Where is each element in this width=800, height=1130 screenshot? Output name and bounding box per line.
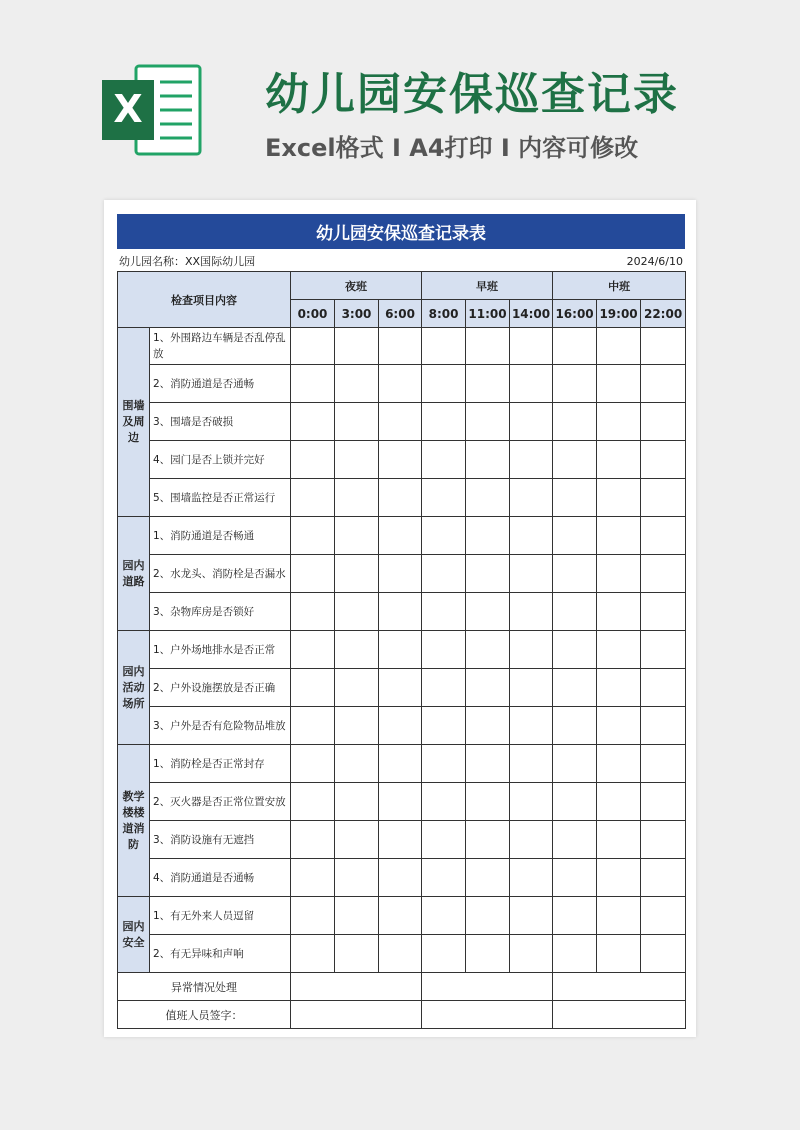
check-cell[interactable]: [641, 593, 686, 631]
check-cell[interactable]: [335, 593, 379, 631]
check-cell[interactable]: [422, 707, 466, 745]
check-item: 4、园门是否上锁并完好: [150, 441, 291, 479]
check-cell[interactable]: [291, 365, 335, 403]
check-cell[interactable]: [641, 555, 686, 593]
abnormal-cell[interactable]: [553, 973, 686, 1001]
time-header: 0:00: [291, 300, 335, 328]
page-title: 幼儿园安保巡查记录: [265, 69, 679, 120]
check-cell[interactable]: [291, 593, 335, 631]
page-subtitle: Excel格式 I A4打印 I 内容可修改: [265, 134, 639, 162]
signature-label: 值班人员签字：: [118, 1001, 291, 1029]
check-cell[interactable]: [422, 669, 466, 707]
check-item: 2、户外设施摆放是否正确: [150, 669, 291, 707]
check-cell[interactable]: [510, 897, 553, 935]
check-cell[interactable]: [597, 745, 641, 783]
check-cell[interactable]: [422, 821, 466, 859]
check-cell[interactable]: [597, 669, 641, 707]
check-cell[interactable]: [641, 745, 686, 783]
check-cell[interactable]: [597, 517, 641, 555]
check-cell[interactable]: [553, 745, 597, 783]
check-cell[interactable]: [510, 859, 553, 897]
check-cell[interactable]: [422, 479, 466, 517]
check-cell[interactable]: [553, 707, 597, 745]
check-cell[interactable]: [291, 479, 335, 517]
check-cell[interactable]: [379, 403, 422, 441]
check-cell[interactable]: [553, 441, 597, 479]
check-cell[interactable]: [335, 897, 379, 935]
check-cell[interactable]: [422, 631, 466, 669]
check-item: 3、消防设施有无遮挡: [150, 821, 291, 859]
check-cell[interactable]: [291, 441, 335, 479]
excel-logo-icon: [100, 62, 204, 158]
check-cell[interactable]: [466, 328, 510, 365]
check-cell[interactable]: [379, 631, 422, 669]
time-header: 3:00: [335, 300, 379, 328]
abnormal-label: 异常情况处理: [118, 973, 291, 1001]
check-cell[interactable]: [641, 403, 686, 441]
check-cell[interactable]: [335, 365, 379, 403]
check-cell[interactable]: [597, 555, 641, 593]
check-cell[interactable]: [597, 783, 641, 821]
check-cell[interactable]: [422, 593, 466, 631]
check-cell[interactable]: [291, 669, 335, 707]
check-item: 1、消防栓是否正常封存: [150, 745, 291, 783]
check-cell[interactable]: [466, 517, 510, 555]
check-cell[interactable]: [422, 783, 466, 821]
check-cell[interactable]: [335, 859, 379, 897]
signature-cell[interactable]: [553, 1001, 686, 1029]
check-cell[interactable]: [379, 783, 422, 821]
check-cell[interactable]: [597, 859, 641, 897]
check-cell[interactable]: [597, 935, 641, 973]
check-cell[interactable]: [510, 783, 553, 821]
check-cell[interactable]: [510, 555, 553, 593]
check-cell[interactable]: [466, 859, 510, 897]
category-label: 围墙及周边: [118, 328, 150, 517]
time-header: 14:00: [510, 300, 553, 328]
check-cell[interactable]: [379, 707, 422, 745]
check-cell[interactable]: [466, 707, 510, 745]
check-cell[interactable]: [553, 555, 597, 593]
category-label: 教学楼楼道消防: [118, 745, 150, 897]
check-cell[interactable]: [510, 821, 553, 859]
check-cell[interactable]: [597, 897, 641, 935]
check-cell[interactable]: [641, 859, 686, 897]
check-cell[interactable]: [597, 403, 641, 441]
check-cell[interactable]: [379, 365, 422, 403]
check-item: 2、有无异味和声响: [150, 935, 291, 973]
check-cell[interactable]: [510, 593, 553, 631]
record-date: 2024/6/10: [626, 254, 683, 268]
check-cell[interactable]: [510, 517, 553, 555]
check-cell[interactable]: [553, 517, 597, 555]
check-cell[interactable]: [335, 555, 379, 593]
check-item: 2、消防通道是否通畅: [150, 365, 291, 403]
signature-cell[interactable]: [291, 1001, 422, 1029]
check-cell[interactable]: [335, 403, 379, 441]
check-cell[interactable]: [379, 859, 422, 897]
check-cell[interactable]: [335, 631, 379, 669]
time-header: 16:00: [553, 300, 597, 328]
check-cell[interactable]: [510, 441, 553, 479]
check-cell[interactable]: [597, 441, 641, 479]
check-cell[interactable]: [510, 365, 553, 403]
check-cell[interactable]: [291, 935, 335, 973]
check-cell[interactable]: [597, 631, 641, 669]
check-cell[interactable]: [510, 479, 553, 517]
abnormal-cell[interactable]: [291, 973, 422, 1001]
check-cell[interactable]: [291, 745, 335, 783]
check-cell[interactable]: [466, 935, 510, 973]
check-item: 3、杂物库房是否锁好: [150, 593, 291, 631]
check-cell[interactable]: [422, 935, 466, 973]
check-item: 4、消防通道是否通畅: [150, 859, 291, 897]
check-cell[interactable]: [379, 593, 422, 631]
check-cell[interactable]: [422, 365, 466, 403]
school-name: 幼儿园名称：XX国际幼儿园: [119, 255, 256, 268]
check-item: 1、有无外来人员逗留: [150, 897, 291, 935]
check-cell[interactable]: [422, 897, 466, 935]
check-cell[interactable]: [553, 365, 597, 403]
shift-header: 夜班: [291, 272, 422, 300]
check-cell[interactable]: [553, 479, 597, 517]
time-header: 22:00: [641, 300, 686, 328]
check-cell[interactable]: [379, 745, 422, 783]
check-cell[interactable]: [466, 365, 510, 403]
check-cell[interactable]: [641, 935, 686, 973]
check-cell[interactable]: [335, 707, 379, 745]
check-cell[interactable]: [553, 783, 597, 821]
check-cell[interactable]: [466, 821, 510, 859]
check-cell[interactable]: [291, 517, 335, 555]
check-cell[interactable]: [335, 517, 379, 555]
check-cell[interactable]: [422, 859, 466, 897]
check-cell[interactable]: [553, 593, 597, 631]
check-cell[interactable]: [466, 441, 510, 479]
check-cell[interactable]: [335, 441, 379, 479]
check-cell[interactable]: [291, 631, 335, 669]
check-cell[interactable]: [466, 897, 510, 935]
sheet-title: 幼儿园安保巡查记录表: [117, 214, 685, 249]
check-cell[interactable]: [641, 365, 686, 403]
check-item: 2、灭火器是否正常位置安放: [150, 783, 291, 821]
check-cell[interactable]: [379, 669, 422, 707]
check-cell[interactable]: [510, 707, 553, 745]
check-cell[interactable]: [641, 441, 686, 479]
shift-header: 早班: [422, 272, 553, 300]
check-cell[interactable]: [597, 479, 641, 517]
check-cell[interactable]: [597, 707, 641, 745]
check-cell[interactable]: [291, 783, 335, 821]
check-cell[interactable]: [379, 441, 422, 479]
check-cell[interactable]: [422, 403, 466, 441]
category-label: 园内道路: [118, 517, 150, 631]
check-cell[interactable]: [422, 328, 466, 365]
check-cell[interactable]: [553, 897, 597, 935]
category-label: 园内活动场所: [118, 631, 150, 745]
check-cell[interactable]: [641, 821, 686, 859]
check-cell[interactable]: [291, 328, 335, 365]
check-cell[interactable]: [641, 783, 686, 821]
check-cell[interactable]: [379, 328, 422, 365]
check-cell[interactable]: [510, 631, 553, 669]
check-cell[interactable]: [379, 517, 422, 555]
check-cell[interactable]: [379, 897, 422, 935]
check-cell[interactable]: [466, 631, 510, 669]
check-cell[interactable]: [510, 935, 553, 973]
check-item: 5、围墙监控是否正常运行: [150, 479, 291, 517]
check-cell[interactable]: [553, 935, 597, 973]
check-item: 3、户外是否有危险物品堆放: [150, 707, 291, 745]
check-cell[interactable]: [466, 745, 510, 783]
check-cell[interactable]: [291, 555, 335, 593]
check-cell[interactable]: [597, 821, 641, 859]
check-cell[interactable]: [379, 555, 422, 593]
check-cell[interactable]: [291, 897, 335, 935]
check-cell[interactable]: [641, 517, 686, 555]
check-cell[interactable]: [379, 479, 422, 517]
check-cell[interactable]: [466, 555, 510, 593]
check-cell[interactable]: [597, 593, 641, 631]
abnormal-cell[interactable]: [422, 973, 553, 1001]
check-cell[interactable]: [553, 403, 597, 441]
check-cell[interactable]: [553, 669, 597, 707]
check-item: 2、水龙头、消防栓是否漏水: [150, 555, 291, 593]
logo-letter: X: [113, 87, 143, 131]
check-cell[interactable]: [466, 783, 510, 821]
check-cell[interactable]: [466, 403, 510, 441]
time-header: 11:00: [466, 300, 510, 328]
check-cell[interactable]: [335, 479, 379, 517]
promo-header: [0, 0, 800, 200]
check-cell[interactable]: [291, 859, 335, 897]
check-item: 1、消防通道是否畅通: [150, 517, 291, 555]
check-cell[interactable]: [553, 859, 597, 897]
check-item: 3、围墙是否破损: [150, 403, 291, 441]
check-cell[interactable]: [466, 479, 510, 517]
check-cell[interactable]: [510, 403, 553, 441]
check-item: 1、户外场地排水是否正常: [150, 631, 291, 669]
time-header: 19:00: [597, 300, 641, 328]
time-header: 8:00: [422, 300, 466, 328]
check-cell[interactable]: [422, 517, 466, 555]
check-cell[interactable]: [641, 479, 686, 517]
check-cell[interactable]: [466, 593, 510, 631]
check-cell[interactable]: [335, 821, 379, 859]
check-cell[interactable]: [335, 783, 379, 821]
check-cell[interactable]: [335, 328, 379, 365]
check-cell[interactable]: [641, 707, 686, 745]
check-cell[interactable]: [422, 745, 466, 783]
time-header: 6:00: [379, 300, 422, 328]
check-cell[interactable]: [553, 328, 597, 365]
check-cell[interactable]: [466, 669, 510, 707]
check-cell[interactable]: [510, 669, 553, 707]
check-cell[interactable]: [379, 935, 422, 973]
check-cell[interactable]: [379, 821, 422, 859]
item-header: 检查项目内容: [118, 272, 291, 328]
info-row: [117, 251, 685, 271]
check-cell[interactable]: [291, 403, 335, 441]
check-cell[interactable]: [597, 328, 641, 365]
check-cell[interactable]: [422, 555, 466, 593]
check-cell[interactable]: [510, 328, 553, 365]
check-item: 1、外围路边车辆是否乱停乱放: [150, 328, 291, 365]
check-cell[interactable]: [641, 328, 686, 365]
check-cell[interactable]: [335, 669, 379, 707]
check-cell[interactable]: [510, 745, 553, 783]
category-label: 园内安全: [118, 897, 150, 973]
shift-header: 中班: [553, 272, 686, 300]
check-cell[interactable]: [335, 745, 379, 783]
check-cell[interactable]: [553, 821, 597, 859]
check-cell[interactable]: [641, 631, 686, 669]
check-cell[interactable]: [641, 897, 686, 935]
check-cell[interactable]: [291, 821, 335, 859]
inspection-table: [117, 271, 686, 1029]
check-cell[interactable]: [291, 707, 335, 745]
signature-cell[interactable]: [422, 1001, 553, 1029]
check-cell[interactable]: [422, 441, 466, 479]
check-cell[interactable]: [335, 935, 379, 973]
check-cell[interactable]: [641, 669, 686, 707]
check-cell[interactable]: [597, 365, 641, 403]
check-cell[interactable]: [553, 631, 597, 669]
